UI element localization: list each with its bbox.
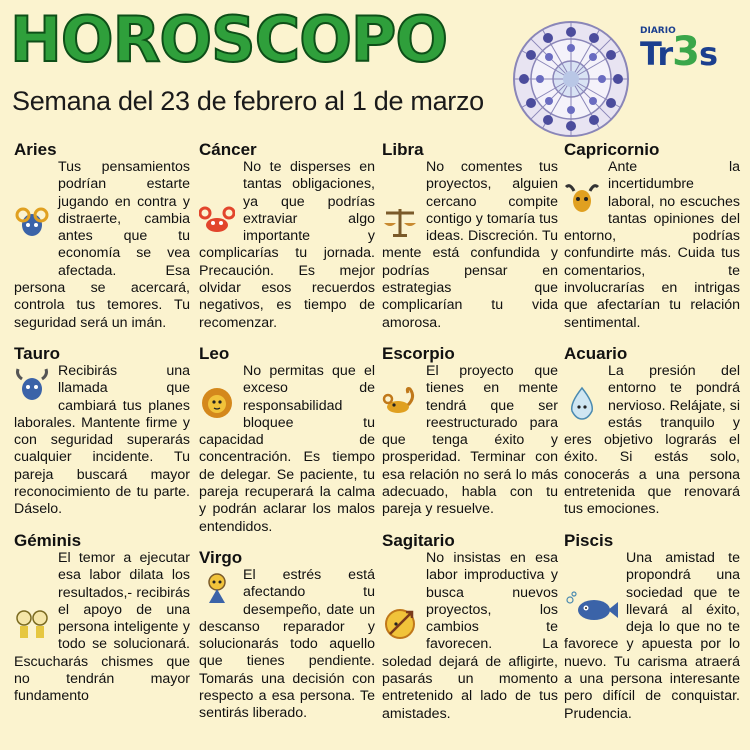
sign-leo-text xyxy=(199,363,375,536)
sign-libra-body: No comentes tus proyectos, alguien cercano compite contigo y tomaría tus ideas. Discreción. Tu mente está confundida y podrías pensar en estrategias que complicarían tu vida amorosa. xyxy=(382,159,558,331)
sign-capricornio-name: Capricornio xyxy=(564,140,660,159)
sign-escorpio-text xyxy=(382,363,558,519)
logo-diario-label: DIARIO xyxy=(640,26,676,36)
sign-sagitario xyxy=(382,531,558,723)
bull-icon xyxy=(14,367,50,403)
sign-aries xyxy=(14,140,190,332)
sign-aries-body: Tus pensamientos podrían estarte jugando en contra y distraerte, cambia antes que tu economía se vea afectada. Esa persona se acercará, controla tus temores. Tu seguridad será un imán. xyxy=(14,159,190,331)
sign-acuario-body: La presión del entorno te pondrá nervioso. Relájate, si estás tranquilo y eres objetivo lograrás el éxito. Si estás solo, conocerás a una persona entretenida que renovará tus emociones. xyxy=(564,363,740,518)
logo-part-3: 3 xyxy=(672,29,699,75)
sign-capricornio xyxy=(564,140,740,332)
sign-geminis xyxy=(14,531,190,706)
sign-cancer-text xyxy=(199,159,375,332)
sign-piscis xyxy=(564,531,740,723)
sign-piscis-text xyxy=(564,550,740,723)
sign-escorpio xyxy=(382,344,558,519)
logo-part-s: s xyxy=(698,35,717,73)
sign-aries-text xyxy=(14,159,190,332)
maiden-icon xyxy=(199,571,235,607)
sign-cancer-body: No te disperses en tantas obligaciones, ya que podrías extraviar algo importante y complicarías tu jornada. Precaución. Es mejor olvidar esos recuerdos negativos, es tiempo de recomenzar. xyxy=(199,159,375,331)
sign-piscis-name: Piscis xyxy=(564,531,614,550)
sign-acuario xyxy=(564,344,740,519)
sign-escorpio-name: Escorpio xyxy=(382,344,455,363)
page-title: HOROSCOPO xyxy=(10,3,448,76)
sign-cancer xyxy=(199,140,375,332)
sign-piscis-body: Una amistad te propondrá una sociedad que te llevará al éxito, deja lo que no te favorece y apuesta por lo nuevo. Tu carisma atraerá a una persona interesante pero difícil de conquistar. Prudencia. xyxy=(564,550,740,722)
sign-virgo xyxy=(199,548,375,723)
sign-geminis-name: Géminis xyxy=(14,531,82,550)
sign-sagitario-text xyxy=(382,550,558,723)
sign-capricornio-body: Ante la incertidumbre laboral, no escuches tantas opiniones del entorno, podrías confundirte más. Cuida tus comentarios, te involucrarías en intrigas que afectarían tu relación sentimental. xyxy=(564,159,740,331)
sign-tauro-text xyxy=(14,363,190,519)
sign-sagitario-name: Sagitario xyxy=(382,531,455,550)
sign-acuario-name: Acuario xyxy=(564,344,628,363)
sign-aries-name: Aries xyxy=(14,140,57,159)
sign-virgo-name: Virgo xyxy=(199,548,243,567)
twins-icon xyxy=(14,606,50,642)
logo-part-tr: Tr xyxy=(640,35,673,73)
sign-sagitario-body: No insistas en esa labor improductiva y busca nuevos proyectos, los cambios te favorecen. La soledad dejará de afligirte, pasarás un momento entretenido al lado de tus amistades. xyxy=(382,550,558,722)
water-drop-icon xyxy=(564,385,600,421)
sign-tauro xyxy=(14,344,190,519)
sign-tauro-name: Tauro xyxy=(14,344,60,363)
page-subtitle: Semana del 23 de febrero al 1 de marzo xyxy=(12,86,484,116)
sign-libra-name: Libra xyxy=(382,140,424,159)
sign-virgo-text xyxy=(199,567,375,723)
ram-icon xyxy=(14,203,50,239)
sign-leo-body: No permitas que el exceso de responsabilidad bloquee tu capacidad de concentración. Es tiempo de delegar. Se paciente, tu pareja recuperará la calma y podrán aclarar los malos entendidos. xyxy=(199,363,375,535)
sign-libra xyxy=(382,140,558,332)
sign-libra-text xyxy=(382,159,558,332)
archer-icon xyxy=(382,606,418,642)
goat-icon xyxy=(564,181,600,217)
lion-icon xyxy=(199,385,235,421)
zodiac-wheel-icon xyxy=(510,20,632,138)
fish-icon xyxy=(564,590,618,626)
sign-geminis-text xyxy=(14,550,190,706)
sign-capricornio-text xyxy=(564,159,740,332)
scorpion-icon xyxy=(382,383,418,419)
sign-tauro-body: Recibirás una llamada que cambiará tus planes laborales. Mantente firme y con seguridad superarás cualquier incidente. Tu pareja buscará mayor reconocimiento de tu parte. Dáselo. xyxy=(14,363,190,518)
sign-escorpio-body: El proyecto que tienes en mente tendrá que ser reestructurado para que tenga éxito y prosperidad. Terminar con esa relación no será lo más adecuado, habla con tu pareja y resuelve. xyxy=(382,363,558,518)
sign-acuario-text xyxy=(564,363,740,519)
sign-leo-name: Leo xyxy=(199,344,230,363)
sign-cancer-name: Cáncer xyxy=(199,140,257,159)
diario-tres-logo xyxy=(640,22,722,80)
sign-virgo-body: El estrés está afectando tu desempeño, date un descanso reparador y solucionarás todo aquello que tienes pendiente. Tomarás una decisión con respecto a esa persona. Te sentirás liberado. xyxy=(199,567,375,722)
sign-leo xyxy=(199,344,375,536)
scales-icon xyxy=(382,203,418,239)
crab-icon xyxy=(199,203,235,239)
sign-geminis-body: El temor a ejecutar esa labor dilata los resultados,- recibirás el apoyo de una persona inteligente y todo se solucionará. Escucharás chismes que no tendrán mayor fundamento xyxy=(14,550,190,705)
